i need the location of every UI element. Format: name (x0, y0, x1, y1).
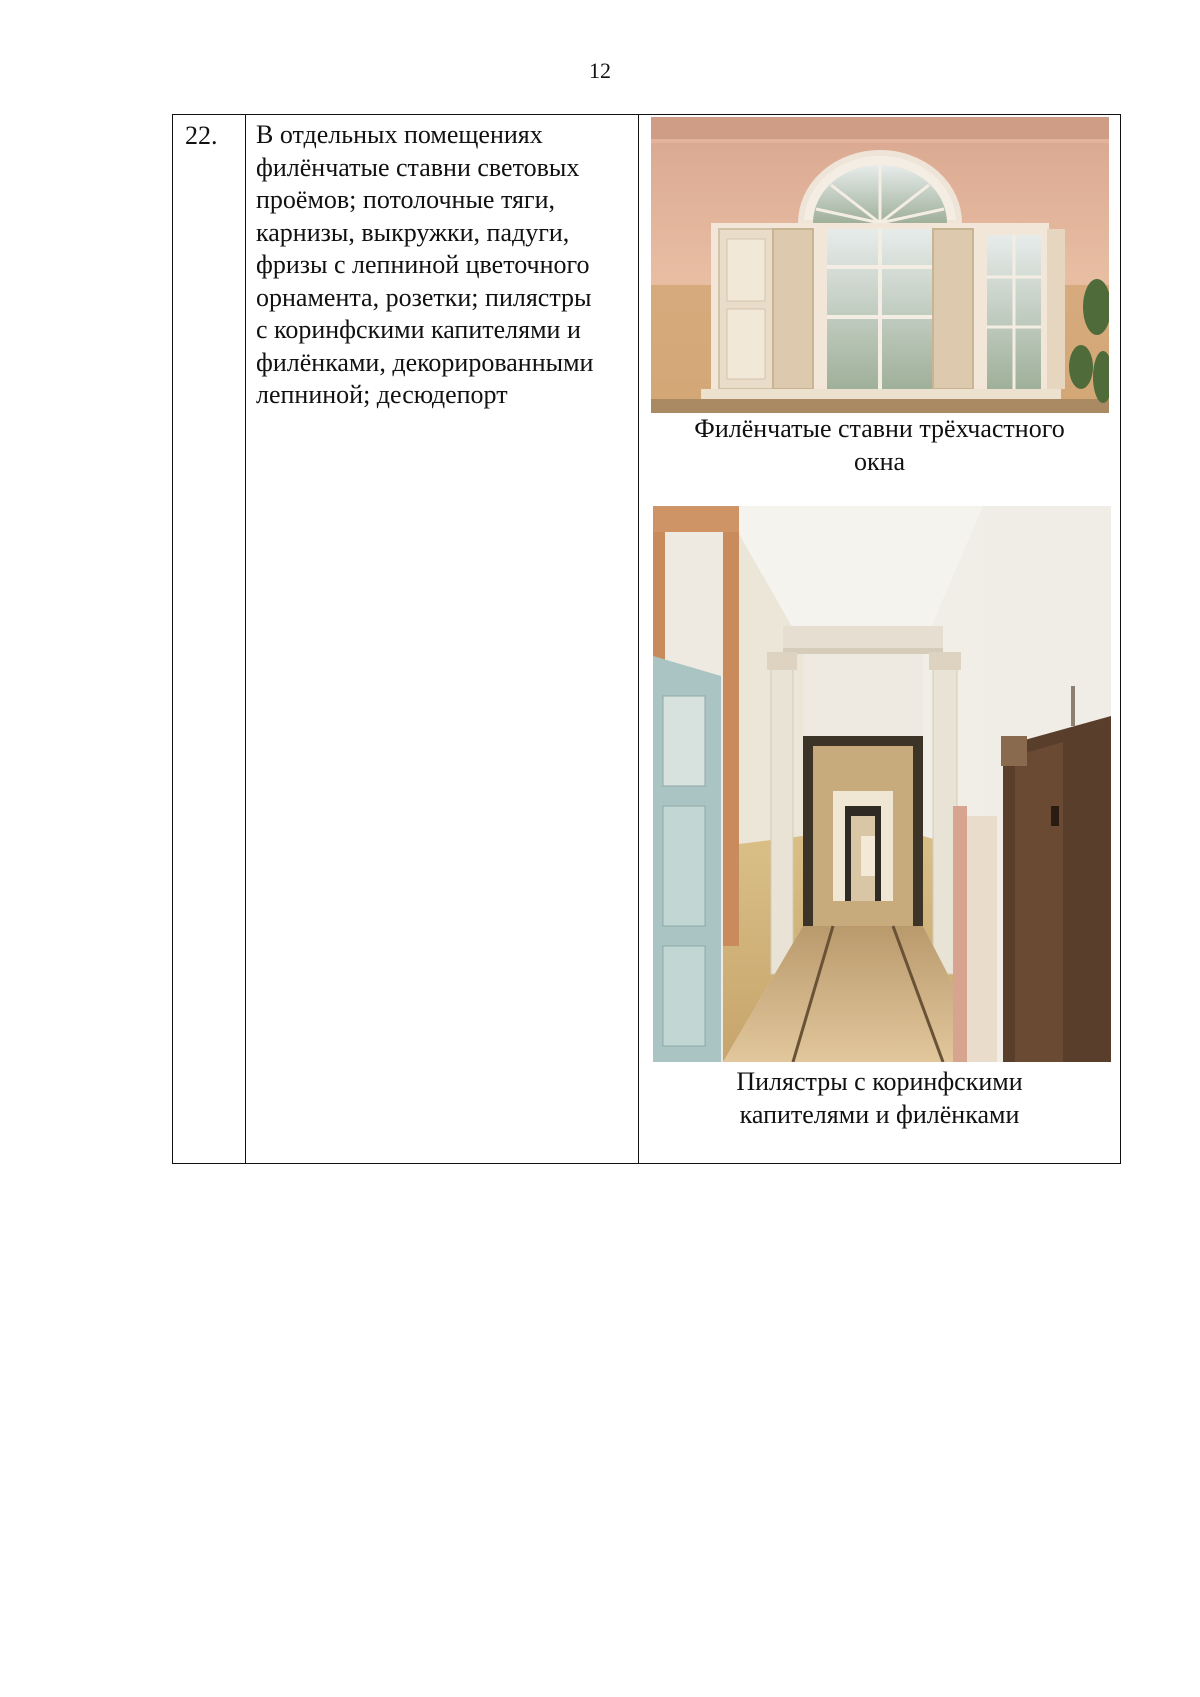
description-line: В отдельных помещениях (256, 120, 543, 149)
photo-corridor (639, 506, 1120, 1131)
corridor-pilasters-photo (653, 506, 1111, 1062)
row-description-cell (246, 115, 639, 1164)
description-line: с коринфскими капителями и (256, 315, 581, 344)
row-number: 22. (185, 121, 218, 150)
table-row (173, 115, 1121, 1164)
caption-line: Пилястры с коринфскими (736, 1067, 1023, 1096)
description-line: филёнками, декорированными (256, 347, 594, 377)
description-line: лепниной; десюдепорт (256, 380, 508, 409)
description-line: карнизы, выкружки, падуги, (256, 217, 570, 247)
caption-line: окна (853, 446, 906, 476)
row-photo-cell (639, 115, 1121, 1164)
window-shutters-photo (651, 117, 1109, 413)
description-line: орнамента, розетки; пилястры (256, 282, 592, 312)
photo-caption-corridor (639, 1066, 1120, 1131)
row-number-cell (173, 115, 246, 1164)
row-description (246, 115, 638, 412)
page-number: 12 (589, 58, 611, 83)
description-line: проёмов; потолочные тяги, (256, 185, 556, 214)
photo-window (639, 117, 1120, 478)
heritage-table (172, 114, 1121, 1164)
caption-line: Филёнчатые ставни трёхчастного (694, 414, 1065, 443)
description-line: филёнчатые ставни световых (256, 152, 580, 182)
description-line: фризы с лепниной цветочного (256, 250, 590, 279)
photo-caption-window (639, 413, 1120, 478)
caption-line: капителями и филёнками (739, 1099, 1020, 1129)
